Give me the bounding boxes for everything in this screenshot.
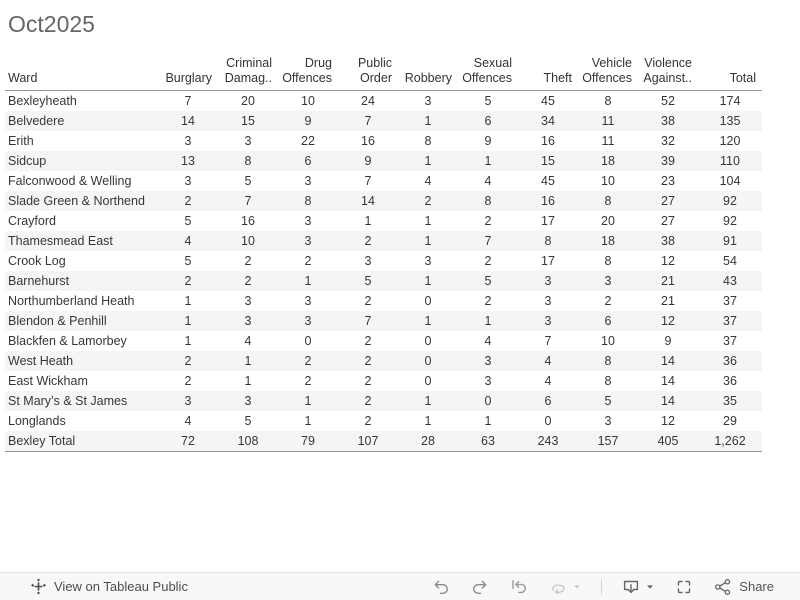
- value-cell[interactable]: 6: [544, 394, 552, 408]
- value-cell[interactable]: 3: [304, 214, 312, 228]
- value-cell[interactable]: 1,262: [698, 431, 762, 452]
- value-cell[interactable]: 27: [661, 214, 675, 228]
- value-cell[interactable]: 2: [184, 354, 192, 368]
- tableau-footer-bar: [0, 572, 800, 600]
- value-cell[interactable]: 8: [604, 94, 612, 108]
- value-cell[interactable]: 3: [424, 254, 432, 268]
- value-cell[interactable]: 7: [544, 334, 552, 348]
- value-cell[interactable]: 5: [484, 94, 492, 108]
- share-icon: [713, 577, 733, 597]
- value-cell[interactable]: 157: [578, 431, 638, 452]
- ward-cell[interactable]: Belvedere: [8, 114, 65, 128]
- value-cell[interactable]: 18: [601, 234, 615, 248]
- table-row: [5, 391, 762, 411]
- page-title: Oct2025: [8, 11, 95, 37]
- value-cell[interactable]: 3: [304, 174, 312, 188]
- value-cell[interactable]: 2: [184, 274, 192, 288]
- value-cell[interactable]: 5: [604, 394, 612, 408]
- value-cell[interactable]: 4: [544, 374, 552, 388]
- value-cell[interactable]: 8: [424, 134, 432, 148]
- value-cell[interactable]: 45: [541, 94, 555, 108]
- table-row: [5, 371, 762, 391]
- value-cell[interactable]: 0: [424, 354, 432, 368]
- revert-icon: [509, 577, 529, 597]
- value-cell[interactable]: 37: [723, 334, 737, 348]
- value-cell[interactable]: 107: [338, 431, 398, 452]
- value-cell[interactable]: 5: [184, 214, 192, 228]
- value-cell[interactable]: 24: [361, 94, 375, 108]
- value-cell[interactable]: 22: [301, 134, 315, 148]
- value-cell[interactable]: 1: [184, 314, 192, 328]
- ward-cell[interactable]: Crook Log: [8, 254, 66, 268]
- value-cell[interactable]: 16: [541, 194, 555, 208]
- ward-cell[interactable]: Blendon & Penhill: [8, 314, 107, 328]
- value-cell[interactable]: 2: [604, 294, 612, 308]
- table-row: [5, 331, 762, 351]
- value-cell[interactable]: 43: [723, 274, 737, 288]
- value-cell[interactable]: 2: [364, 394, 372, 408]
- download-button[interactable]: [621, 577, 655, 597]
- value-cell[interactable]: 3: [244, 394, 252, 408]
- value-cell[interactable]: 3: [184, 394, 192, 408]
- column-header-violence-against[interactable]: Violence Against..: [638, 53, 698, 91]
- value-cell[interactable]: 2: [364, 414, 372, 428]
- column-header-total[interactable]: Total: [698, 53, 762, 91]
- value-cell[interactable]: 3: [544, 274, 552, 288]
- value-cell[interactable]: 104: [719, 174, 741, 188]
- value-cell[interactable]: 6: [304, 154, 312, 168]
- value-cell[interactable]: 9: [364, 154, 372, 168]
- ward-cell[interactable]: Bexleyheath: [8, 94, 77, 108]
- value-cell[interactable]: 2: [484, 294, 492, 308]
- redo-icon: [470, 577, 490, 597]
- value-cell[interactable]: 8: [484, 194, 492, 208]
- value-cell[interactable]: 1: [184, 294, 192, 308]
- value-cell[interactable]: 5: [484, 274, 492, 288]
- value-cell[interactable]: 11: [601, 114, 615, 128]
- value-cell[interactable]: 0: [424, 294, 432, 308]
- value-cell[interactable]: 52: [661, 94, 675, 108]
- value-cell[interactable]: 12: [661, 254, 675, 268]
- value-cell[interactable]: 8: [544, 234, 552, 248]
- table-row: [5, 131, 762, 151]
- value-cell[interactable]: 63: [458, 431, 518, 452]
- value-cell[interactable]: 1: [424, 114, 432, 128]
- value-cell[interactable]: 54: [723, 254, 737, 268]
- table-row: [5, 351, 762, 371]
- value-cell[interactable]: 7: [364, 114, 372, 128]
- value-cell[interactable]: 36: [723, 374, 737, 388]
- value-cell[interactable]: 38: [661, 114, 675, 128]
- value-cell[interactable]: 1: [424, 234, 432, 248]
- value-cell[interactable]: 14: [661, 394, 675, 408]
- value-cell[interactable]: 0: [484, 394, 492, 408]
- table-row: [5, 151, 762, 171]
- fullscreen-icon: [674, 577, 694, 597]
- value-cell[interactable]: 0: [544, 414, 552, 428]
- value-cell[interactable]: 120: [719, 134, 741, 148]
- value-cell[interactable]: 5: [244, 174, 252, 188]
- value-cell[interactable]: 2: [184, 374, 192, 388]
- value-cell[interactable]: 92: [723, 194, 737, 208]
- table-row: [5, 271, 762, 291]
- view-on-tableau-public-link[interactable]: [0, 578, 188, 595]
- table-row: [5, 251, 762, 271]
- value-cell[interactable]: 45: [541, 174, 555, 188]
- table-header-row: [5, 53, 762, 91]
- value-cell[interactable]: 8: [244, 154, 252, 168]
- value-cell[interactable]: 7: [184, 94, 192, 108]
- value-cell[interactable]: 20: [601, 214, 615, 228]
- value-cell[interactable]: 3: [364, 254, 372, 268]
- value-cell[interactable]: 1: [364, 214, 372, 228]
- value-cell[interactable]: 13: [181, 154, 195, 168]
- ward-cell[interactable]: Falconwood & Welling: [8, 174, 132, 188]
- value-cell[interactable]: 29: [723, 414, 737, 428]
- value-cell[interactable]: 39: [661, 154, 675, 168]
- value-cell[interactable]: 8: [604, 254, 612, 268]
- value-cell[interactable]: 10: [241, 234, 255, 248]
- value-cell[interactable]: 20: [241, 94, 255, 108]
- value-cell[interactable]: 3: [304, 234, 312, 248]
- value-cell[interactable]: 1: [244, 354, 252, 368]
- value-cell[interactable]: 135: [719, 114, 741, 128]
- value-cell[interactable]: 1: [424, 314, 432, 328]
- value-cell[interactable]: 3: [604, 274, 612, 288]
- value-cell[interactable]: 2: [244, 274, 252, 288]
- value-cell[interactable]: 1: [424, 154, 432, 168]
- value-cell[interactable]: 0: [304, 334, 312, 348]
- value-cell[interactable]: 2: [244, 254, 252, 268]
- value-cell[interactable]: 4: [424, 174, 432, 188]
- value-cell[interactable]: 0: [424, 374, 432, 388]
- value-cell[interactable]: 3: [304, 314, 312, 328]
- redo-button[interactable]: [470, 577, 490, 597]
- value-cell[interactable]: 2: [424, 194, 432, 208]
- value-cell[interactable]: 243: [518, 431, 578, 452]
- value-cell[interactable]: 14: [661, 374, 675, 388]
- value-cell[interactable]: 15: [541, 154, 555, 168]
- value-cell[interactable]: 1: [244, 374, 252, 388]
- value-cell[interactable]: 38: [661, 234, 675, 248]
- value-cell[interactable]: 7: [484, 234, 492, 248]
- ward-cell[interactable]: Sidcup: [8, 154, 47, 168]
- column-header-sexual-offences[interactable]: Sexual Offences: [458, 53, 518, 91]
- value-cell[interactable]: 4: [184, 414, 192, 428]
- value-cell[interactable]: 1: [484, 154, 492, 168]
- value-cell[interactable]: 1: [424, 394, 432, 408]
- table-row: [5, 291, 762, 311]
- value-cell[interactable]: 10: [601, 334, 615, 348]
- value-cell[interactable]: 35: [723, 394, 737, 408]
- column-header-drug-offences[interactable]: Drug Offences: [278, 53, 338, 91]
- value-cell[interactable]: 7: [244, 194, 252, 208]
- ward-cell[interactable]: Barnehurst: [8, 274, 70, 288]
- column-header-burglary[interactable]: Burglary: [158, 53, 218, 91]
- value-cell[interactable]: 14: [361, 194, 375, 208]
- table-row: [5, 191, 762, 211]
- value-cell[interactable]: 1: [424, 214, 432, 228]
- column-header-robbery[interactable]: Robbery: [398, 53, 458, 91]
- value-cell[interactable]: 3: [244, 134, 252, 148]
- value-cell[interactable]: 2: [364, 334, 372, 348]
- value-cell[interactable]: 3: [184, 134, 192, 148]
- ward-cell[interactable]: St Mary’s & St James: [8, 394, 128, 408]
- value-cell[interactable]: 15: [241, 114, 255, 128]
- value-cell[interactable]: 3: [604, 414, 612, 428]
- revert-button[interactable]: [509, 577, 529, 597]
- value-cell[interactable]: 32: [661, 134, 675, 148]
- total-row: [5, 431, 762, 452]
- column-header-theft[interactable]: Theft: [518, 53, 578, 91]
- value-cell[interactable]: 36: [723, 354, 737, 368]
- value-cell[interactable]: 10: [601, 174, 615, 188]
- ward-cell[interactable]: Blackfen & Lamorbey: [8, 334, 127, 348]
- value-cell[interactable]: 1: [424, 414, 432, 428]
- table-header: [5, 53, 762, 91]
- ward-cell[interactable]: Thamesmead East: [8, 234, 113, 248]
- undo-button[interactable]: [431, 577, 451, 597]
- ward-cell[interactable]: Erith: [8, 134, 34, 148]
- value-cell[interactable]: 3: [244, 294, 252, 308]
- value-cell[interactable]: 28: [398, 431, 458, 452]
- tableau-logo-icon: [30, 578, 47, 595]
- toolbar-divider: [601, 579, 602, 595]
- ward-cell[interactable]: East Wickham: [8, 374, 88, 388]
- table-row: [5, 411, 762, 431]
- value-cell[interactable]: 79: [278, 431, 338, 452]
- value-cell[interactable]: 1: [304, 274, 312, 288]
- value-cell[interactable]: 4: [244, 334, 252, 348]
- ward-cell[interactable]: Longlands: [8, 414, 66, 428]
- table-body: [5, 91, 762, 452]
- value-cell[interactable]: 21: [661, 294, 675, 308]
- view-on-tableau-public-label: View on Tableau Public: [54, 579, 188, 594]
- value-cell[interactable]: 5: [184, 254, 192, 268]
- viz-toolbar: [431, 577, 800, 597]
- value-cell[interactable]: 0: [424, 334, 432, 348]
- column-header-ward[interactable]: Ward: [5, 53, 158, 91]
- value-cell[interactable]: 9: [664, 334, 672, 348]
- table-row: [5, 171, 762, 191]
- value-cell[interactable]: 17: [541, 214, 555, 228]
- value-cell[interactable]: 2: [364, 234, 372, 248]
- value-cell[interactable]: 92: [723, 214, 737, 228]
- value-cell[interactable]: 1: [304, 394, 312, 408]
- value-cell[interactable]: 108: [218, 431, 278, 452]
- share-button[interactable]: [713, 577, 774, 597]
- value-cell[interactable]: 4: [544, 354, 552, 368]
- value-cell[interactable]: 1: [184, 334, 192, 348]
- table-row: [5, 311, 762, 331]
- caret-down-icon: [645, 582, 655, 592]
- value-cell[interactable]: 21: [661, 274, 675, 288]
- table-row: [5, 211, 762, 231]
- value-cell[interactable]: 3: [484, 374, 492, 388]
- value-cell[interactable]: 3: [424, 94, 432, 108]
- value-cell[interactable]: 91: [723, 234, 737, 248]
- value-cell[interactable]: 16: [361, 134, 375, 148]
- table-row: [5, 111, 762, 131]
- value-cell[interactable]: 23: [661, 174, 675, 188]
- value-cell[interactable]: 72: [158, 431, 218, 452]
- value-cell[interactable]: 34: [541, 114, 555, 128]
- value-cell[interactable]: 18: [601, 154, 615, 168]
- value-cell[interactable]: 110: [720, 154, 740, 168]
- value-cell[interactable]: 9: [484, 134, 492, 148]
- value-cell[interactable]: 1: [424, 274, 432, 288]
- value-cell[interactable]: 5: [244, 414, 252, 428]
- value-cell[interactable]: 7: [364, 174, 372, 188]
- value-cell[interactable]: 1: [484, 414, 492, 428]
- value-cell[interactable]: 5: [364, 274, 372, 288]
- ward-cell[interactable]: Northumberland Heath: [8, 294, 135, 308]
- value-cell[interactable]: 1: [304, 414, 312, 428]
- value-cell[interactable]: 37: [723, 294, 737, 308]
- value-cell[interactable]: 3: [544, 294, 552, 308]
- value-cell[interactable]: 3: [184, 174, 192, 188]
- value-cell[interactable]: 3: [244, 314, 252, 328]
- value-cell[interactable]: 2: [304, 374, 312, 388]
- value-cell[interactable]: 2: [304, 354, 312, 368]
- value-cell[interactable]: 10: [301, 94, 315, 108]
- value-cell[interactable]: 8: [604, 374, 612, 388]
- value-cell[interactable]: 2: [364, 294, 372, 308]
- table-row: [5, 231, 762, 251]
- value-cell[interactable]: 4: [484, 174, 492, 188]
- value-cell[interactable]: 27: [661, 194, 675, 208]
- column-header-vehicle-offences[interactable]: Vehicle Offences: [578, 53, 638, 91]
- value-cell[interactable]: 8: [604, 194, 612, 208]
- value-cell[interactable]: 16: [241, 214, 255, 228]
- value-cell[interactable]: 14: [181, 114, 195, 128]
- share-label: Share: [739, 579, 774, 594]
- ward-cell[interactable]: West Heath: [8, 354, 74, 368]
- value-cell[interactable]: 14: [661, 354, 675, 368]
- value-cell[interactable]: 2: [484, 214, 492, 228]
- value-cell[interactable]: 8: [304, 194, 312, 208]
- undo-icon: [431, 577, 451, 597]
- value-cell[interactable]: 9: [304, 114, 312, 128]
- value-cell[interactable]: 12: [661, 414, 675, 428]
- crime-table: [5, 53, 762, 452]
- value-cell[interactable]: 17: [541, 254, 555, 268]
- column-header-criminal-damag[interactable]: Criminal Damag..: [218, 53, 278, 91]
- value-cell[interactable]: 3: [484, 354, 492, 368]
- ward-cell[interactable]: Slade Green & Northend: [8, 194, 145, 208]
- value-cell[interactable]: 2: [184, 194, 192, 208]
- value-cell[interactable]: 6: [604, 314, 612, 328]
- download-icon: [621, 577, 641, 597]
- value-cell[interactable]: 37: [723, 314, 737, 328]
- value-cell[interactable]: 2: [304, 254, 312, 268]
- ward-cell[interactable]: Crayford: [8, 214, 56, 228]
- refresh-button[interactable]: [548, 577, 582, 597]
- value-cell[interactable]: 6: [484, 114, 492, 128]
- value-cell[interactable]: 174: [719, 94, 741, 108]
- value-cell[interactable]: 2: [364, 374, 372, 388]
- value-cell[interactable]: 11: [601, 134, 615, 148]
- refresh-icon: [548, 577, 568, 597]
- value-cell[interactable]: 8: [604, 354, 612, 368]
- value-cell[interactable]: 405: [638, 431, 698, 452]
- table-row: [5, 91, 762, 112]
- value-cell[interactable]: 2: [484, 254, 492, 268]
- ward-cell[interactable]: Bexley Total: [5, 431, 158, 452]
- value-cell[interactable]: 2: [364, 354, 372, 368]
- value-cell[interactable]: 4: [484, 334, 492, 348]
- caret-down-icon: [572, 582, 582, 592]
- value-cell[interactable]: 3: [304, 294, 312, 308]
- value-cell[interactable]: 7: [364, 314, 372, 328]
- fullscreen-button[interactable]: [674, 577, 694, 597]
- column-header-public-order[interactable]: Public Order: [338, 53, 398, 91]
- value-cell[interactable]: 1: [484, 314, 492, 328]
- value-cell[interactable]: 16: [541, 134, 555, 148]
- value-cell[interactable]: 4: [184, 234, 192, 248]
- value-cell[interactable]: 12: [661, 314, 675, 328]
- value-cell[interactable]: 3: [544, 314, 552, 328]
